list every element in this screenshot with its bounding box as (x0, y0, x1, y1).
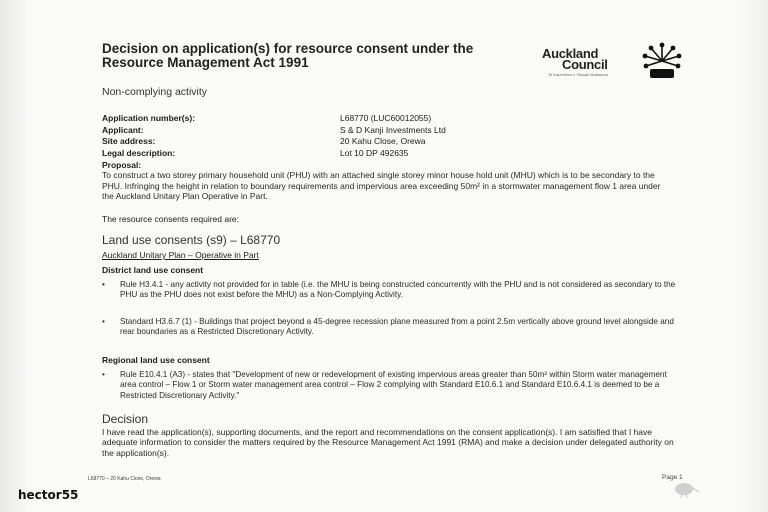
proposal-heading: Proposal: (102, 160, 142, 170)
auckland-council-logo (540, 42, 690, 80)
kiwi-bird-icon (670, 478, 700, 498)
document-subtitle: Non-complying activity (102, 86, 208, 98)
pohutukawa-flower-icon (640, 42, 684, 80)
field-value: L68770 (LUC60012055) (340, 113, 432, 123)
watermark-username: hector55 (18, 488, 79, 502)
decision-text: I have read the application(s), supporting documents, and the report and recommendations on the consent application(s). I am satisfied that I have adequate information to consider the matters required by the Resource Management Act 1991 (RMA) and make a decision under delegated authority on the application(s). (102, 427, 674, 458)
plan-name: Auckland Unitary Plan – Operative in Part (102, 250, 259, 260)
footer-reference: L68770 – 20 Kahu Close, Orewa (88, 476, 161, 482)
field-row (102, 125, 446, 137)
logo-tagline: Te Kaunihera o Tāmaki Makaurau (548, 72, 608, 77)
field-row (102, 136, 446, 148)
page-right-shadow (738, 0, 768, 512)
field-row (102, 148, 446, 160)
field-label: Legal description: (102, 147, 176, 158)
consents-required-text: The resource consents required are: (102, 214, 240, 224)
proposal-text: To construct a two storey primary household unit (PHU) with an attached single storey minor house hold unit (MHU) which is to be secondary to the PHU. Infringing the height in relation to boundary requirements and impervious area exceeding 50m² in a stormwater management flow 1 area under the Auckland Unitary Plan Operative in Part. (102, 170, 661, 201)
list-item: • Rule H3.4.1 - any activity not provided for in table (i.e. the MHU is being constructed concurrently with the PHU and is not considered as secondary to the PHU as the PHU does not exist before the MHU) as a Non-Complying Activity. (120, 280, 685, 301)
field-value: 20 Kahu Close, Orewa (340, 136, 426, 146)
page-left-shadow (0, 0, 28, 512)
application-details (102, 113, 446, 159)
logo-word-auckland: Auckland (542, 46, 599, 61)
section-title: Land use consents (s9) – L68770 (102, 233, 281, 247)
field-label: Application number(s): (102, 113, 196, 123)
logo-word-council: Council (562, 57, 608, 72)
list-item: • Rule E10.4.1 (A3) - states that "Development of new or redevelopment of existing impervious areas greater than 50m² within Storm water management area control – Flow 1 or Storm water management area control – Flow 2 complying with Standard E10.6.1 and Standard E10.6.4.1 is deemed to be a Restricted Discretionary Activity." (120, 370, 685, 401)
regional-heading: Regional land use consent (102, 355, 210, 365)
decision-heading: Decision (102, 412, 149, 426)
district-heading: District land use consent (102, 265, 204, 275)
field-row (102, 113, 446, 125)
document-title: Decision on application(s) for resource consent under the Resource Management Act 1991 (102, 41, 474, 70)
field-value: S & D Kanji Investments Ltd (340, 124, 446, 135)
field-label: Applicant: (102, 124, 144, 135)
field-value: Lot 10 DP 492635 (340, 147, 409, 158)
list-item: • Standard H3.6.7 (1) - Buildings that project beyond a 45-degree recession plane measured from a point 2.5m vertically above ground level alongside and rear boundaries as a Restricted Discretionary Activity. (120, 317, 685, 338)
page-number: Page 1 (662, 474, 683, 481)
field-label: Site address: (102, 136, 156, 146)
